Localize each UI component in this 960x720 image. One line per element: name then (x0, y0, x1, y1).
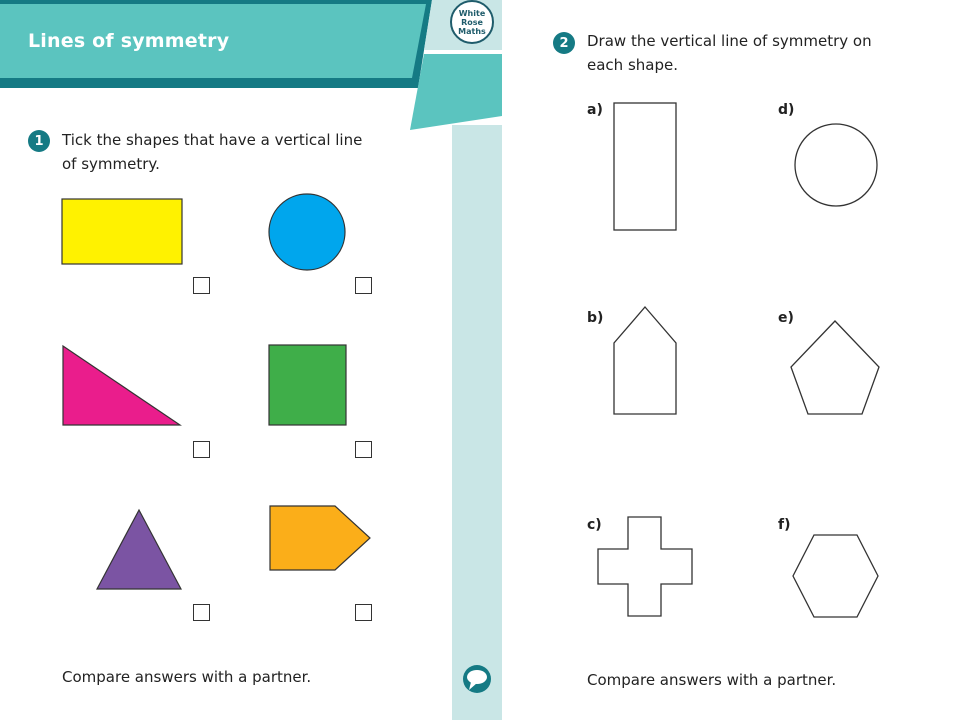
logo-line-2: Rose (461, 17, 483, 27)
question-1-number: 1 (28, 130, 50, 152)
outline-tall-rectangle (614, 103, 676, 230)
part-f-label: f) (778, 517, 791, 533)
outline-regular-pentagon (791, 321, 879, 414)
outline-hexagon (793, 535, 878, 617)
yellow-rectangle (62, 199, 182, 264)
question-1-compare-note: Compare answers with a partner. (62, 668, 312, 686)
part-a-label: a) (587, 102, 603, 118)
question-2-text-line-2: each shape. (587, 56, 678, 74)
outline-cross (598, 517, 692, 616)
logo-line-1: White (458, 8, 486, 18)
part-b-label: b) (587, 310, 604, 326)
question-1-text-line-1: Tick the shapes that have a vertical line (62, 131, 363, 149)
question-1-text-line-2: of symmetry. (62, 155, 160, 173)
logo-line-3: Maths (458, 26, 486, 36)
question-2-number: 2 (553, 32, 575, 54)
green-square (269, 345, 346, 425)
tick-box-isosceles-triangle[interactable] (193, 604, 210, 621)
part-d-label: d) (778, 102, 795, 118)
question-2-text-line-1: Draw the vertical line of symmetry on (587, 32, 872, 50)
outline-circle (795, 124, 877, 206)
tick-box-right-triangle[interactable] (193, 441, 210, 458)
question-1-shapes (0, 0, 452, 720)
part-e-label: e) (778, 310, 794, 326)
question-2-compare-note: Compare answers with a partner. (587, 671, 837, 689)
page-title: Lines of symmetry (28, 30, 230, 52)
part-c-label: c) (587, 517, 602, 533)
blue-circle (269, 194, 345, 270)
outline-house-pentagon (614, 307, 676, 414)
tick-box-circle[interactable] (355, 277, 372, 294)
tick-box-arrow-pentagon[interactable] (355, 604, 372, 621)
orange-arrow-pentagon (270, 506, 370, 570)
pink-right-triangle (63, 346, 180, 425)
question-2-shapes (502, 0, 960, 720)
side-stripe (452, 125, 502, 720)
tick-box-rectangle[interactable] (193, 277, 210, 294)
speech-bubble-icon (459, 663, 495, 699)
tick-box-square[interactable] (355, 441, 372, 458)
white-rose-maths-logo (450, 0, 494, 44)
purple-triangle (97, 510, 181, 589)
